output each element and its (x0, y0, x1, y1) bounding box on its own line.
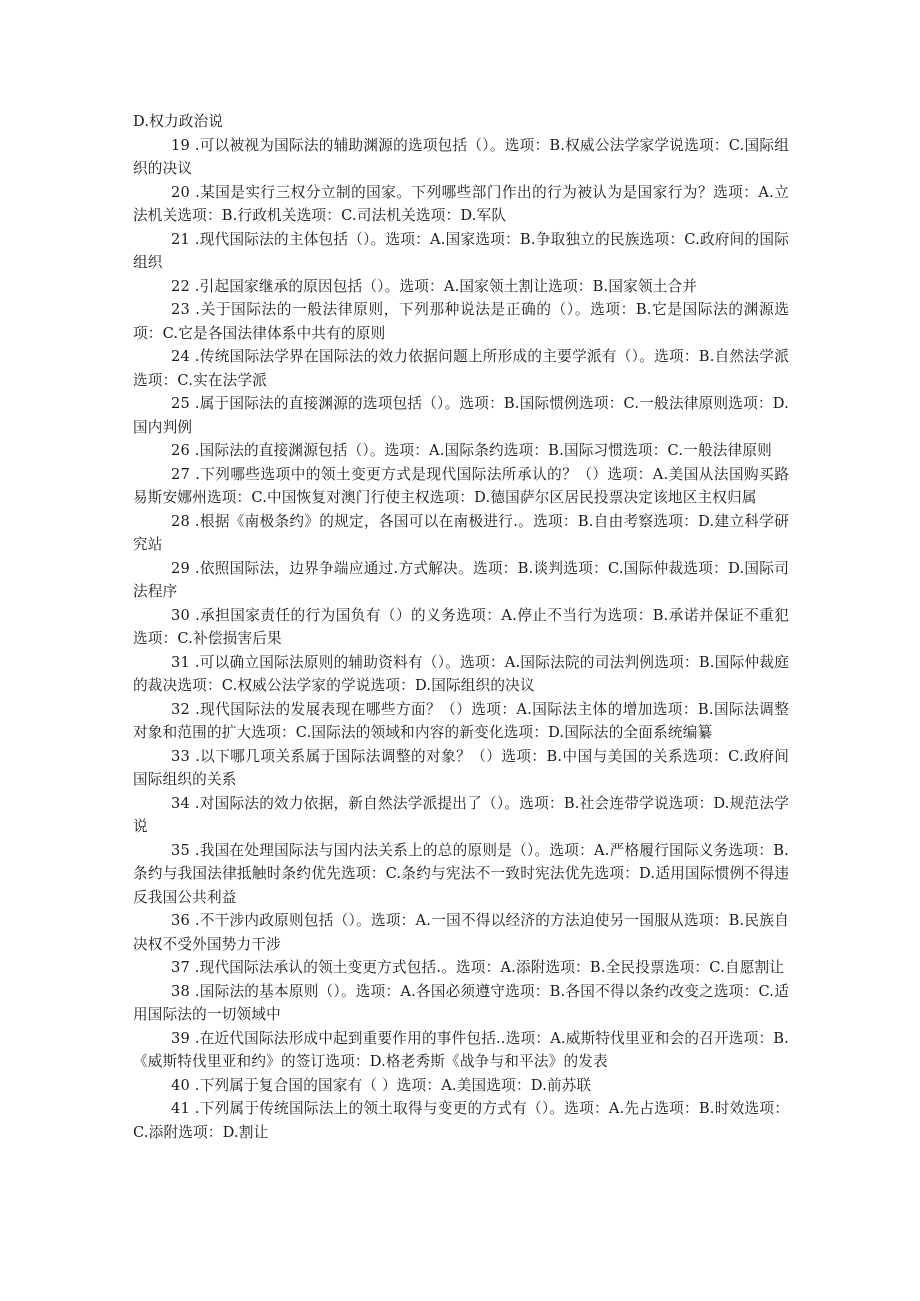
question-37: 37 .现代国际法承认的领土变更方式包括.。选项：A.添附选项：B.全民投票选项：C.自愿割让 (171, 959, 785, 976)
question-33: 33 .以下哪几项关系属于国际法调整的对象？（）选项：B.中国与美国的关系选项：C.政府间国际组织的关系 (133, 747, 789, 788)
question-27: 27 .下列哪些选项中的领土变更方式是现代国际法所承认的？（）选项：A.美国从法国购买路易斯安娜州选项：C.中国恢复对澳门行使主权选项：D.德国萨尔区居民投票决定该地区主权归属 (133, 465, 789, 506)
question-39: 39 .在近代国际法形成中起到重要作用的事件包括..选项：A.威斯特伐里亚和会的召开选项：B.《威斯特伐里亚和约》的签订选项：D.格老秀斯《战争与和平法》的发表 (133, 1029, 789, 1070)
question-35: 35 .我国在处理国际法与国内法关系上的总的原则是（）。选项：A.严格履行国际义务选项：B.条约与我国法律抵触时条约优先选项：C.条约与宪法不一致时宪法优先选项：D.适用国际惯例不得违反我国公共利益 (133, 841, 789, 906)
question-38: 38 .国际法的基本原则（）。选项：A.各国必须遵守选项：B.各国不得以条约改变之选项：C.适用国际法的一切领域中 (133, 982, 789, 1023)
question-28: 28 .根据《南极条约》的规定，各国可以在南极进行.。选项：B.自由考察选项：D.建立科学研究站 (133, 512, 789, 553)
question-31: 31 .可以确立国际法原则的辅助资料有（）。选项：A.国际法院的司法判例选项：B.国际仲裁庭的裁决选项：C.权威公法学家的学说选项：D.国际组织的决议 (133, 653, 789, 694)
question-25: 25 .属于国际法的直接渊源的选项包括（）。选项：B.国际惯例选项：C.一般法律原则选项：D.国内判例 (133, 395, 789, 436)
question-23: 23 .关于国际法的一般法律原则，下列那种说法是正确的（）。选项：B.它是国际法的渊源选项：C.它是各国法律体系中共有的原则 (133, 301, 789, 342)
question-34: 34 .对国际法的效力依据，新自然法学派提出了（）。选项：B.社会连带学说选项：D.规范法学说 (133, 794, 789, 835)
lead-line: D.权力政治说 (133, 113, 224, 130)
question-20: 20 .某国是实行三权分立制的国家。下列哪些部门作出的行为被认为是国家行为？选项：A.立法机关选项：B.行政机关选项：C.司法机关选项：D.军队 (133, 183, 789, 224)
question-40: 40 .下列属于复合国的国家有（ ）选项：A.美国选项：D.前苏联 (171, 1076, 592, 1094)
question-29: 29 .依照国际法，边界争端应通过.方式解决。选项：B.谈判选项：C.国际仲裁选项：D.国际司法程序 (133, 559, 789, 600)
question-21: 21 .现代国际法的主体包括（）。选项：A.国家选项：B.争取独立的民族选项：C.政府间的国际组织 (133, 230, 789, 271)
question-24: 24 .传统国际法学界在国际法的效力依据问题上所形成的主要学派有（）。选项：B.自然法学派选项：C.实在法学派 (133, 348, 789, 389)
question-41: 41 .下列属于传统国际法上的领土取得与变更的方式有（）。选项：A.先占选项：B.时效选项：C.添附选项：D.割让 (133, 1100, 789, 1141)
question-22: 22 .引起国家继承的原因包括（）。选项：A.国家领土割让选项：B.国家领土合并 (171, 277, 698, 295)
question-32: 32 .现代国际法的发展表现在哪些方面？（）选项：A.国际法主体的增加选项：B.国际法调整对象和范围的扩大选项：C.国际法的领域和内容的新变化选项：D.国际法的全面系统编纂 (133, 700, 789, 741)
question-19: 19 .可以被视为国际法的辅助渊源的选项包括（）。选项：B.权威公法学家学说选项：C.国际组织的决议 (133, 136, 789, 177)
question-30: 30 .承担国家责任的行为国负有（）的义务选项：A.停止不当行为选项：B.承诺并保证不重犯选项：C.补偿损害后果 (133, 606, 789, 647)
question-36: 36 .不干涉内政原则包括（）。选项：A.一国不得以经济的方法迫使另一国服从选项：B.民族自决权不受外国势力干涉 (133, 912, 789, 953)
question-26: 26 .国际法的直接渊源包括（）。选项：A.国际条约选项：B.国际习惯选项：C.一般法律原则 (171, 442, 772, 459)
document-body (133, 110, 789, 1144)
